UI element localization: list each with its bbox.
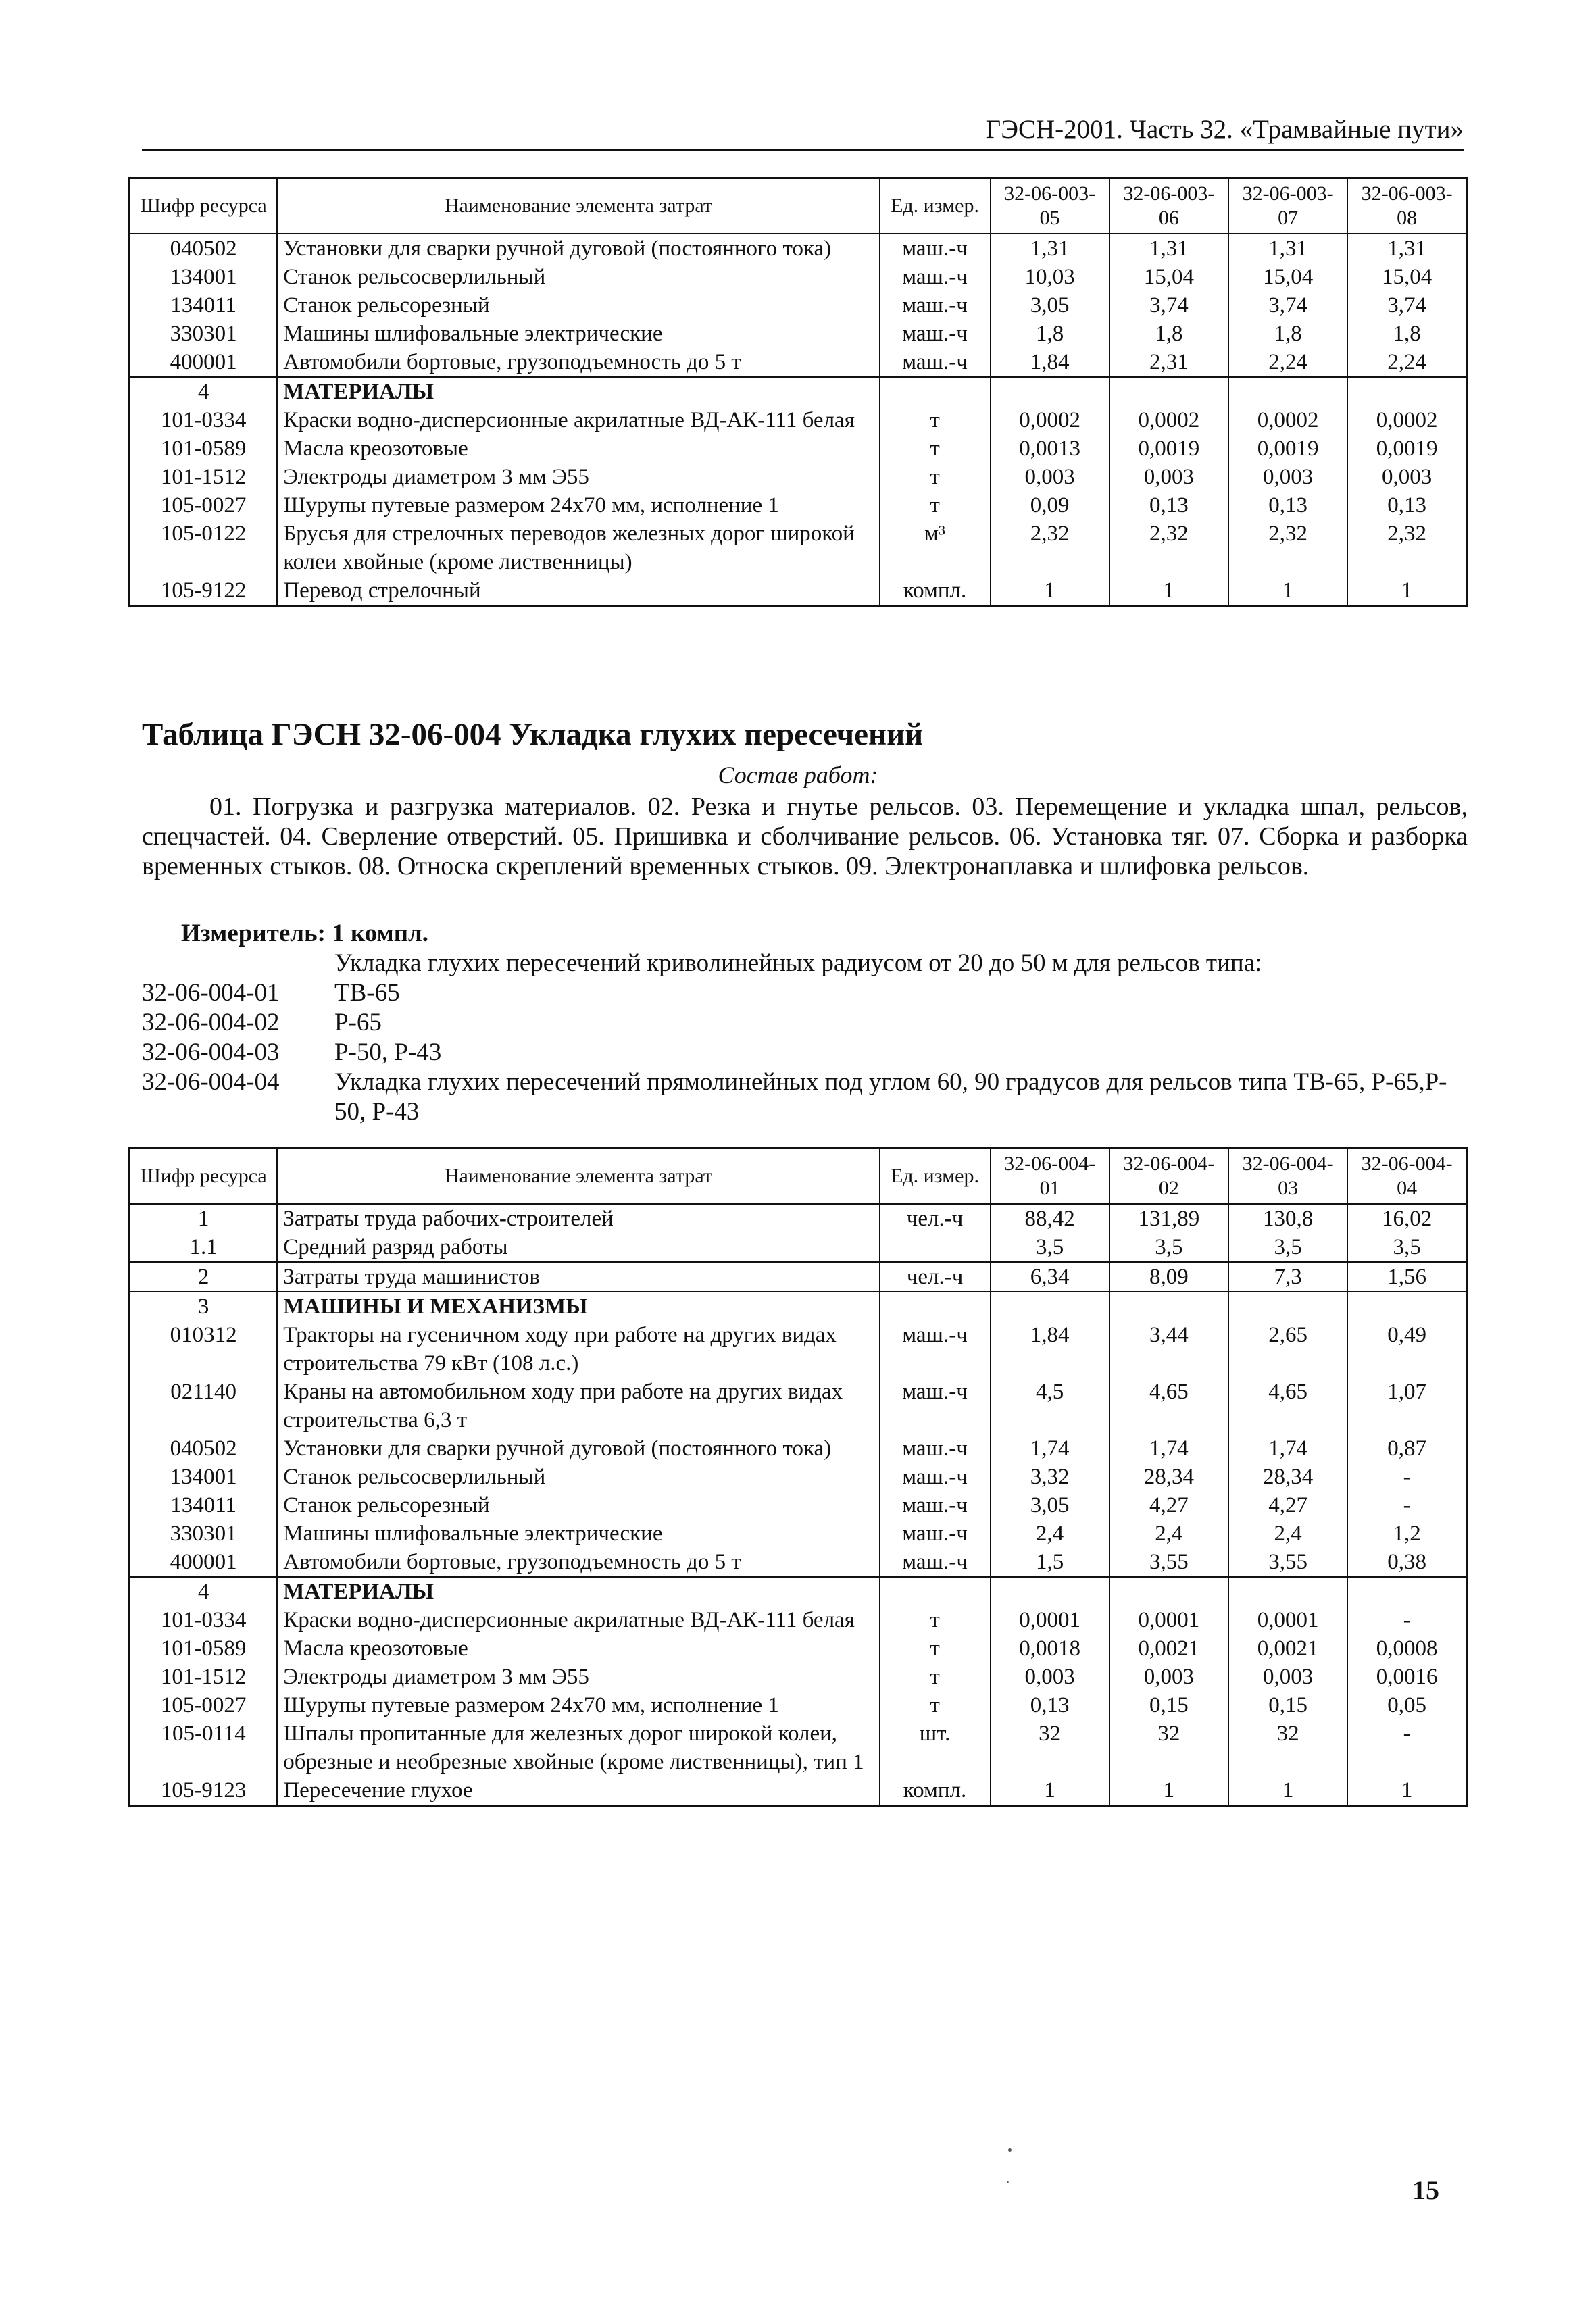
value-cell: 1: [1347, 576, 1466, 606]
variant-text: ТВ-65: [334, 979, 400, 1007]
resource-code: 101-1512: [130, 463, 278, 491]
resource-name: Шурупы путевые размером 24х70 мм, исполнение 1: [277, 491, 879, 520]
value-cell: [1109, 377, 1228, 406]
unit-cell: м³: [880, 520, 991, 576]
value-cell: 1,2: [1347, 1519, 1466, 1548]
value-cell: 1: [1347, 1776, 1466, 1806]
value-cell: -: [1347, 1491, 1466, 1519]
col-header-norm-3: 32-06-004-03: [1228, 1149, 1347, 1205]
value-cell: 32: [1109, 1719, 1228, 1776]
value-cell: 2,31: [1109, 348, 1228, 377]
value-cell: 0,0002: [1109, 406, 1228, 434]
value-cell: 1,8: [991, 320, 1109, 348]
variant-text: Укладка глухих пересечений прямолинейных под углом 60, 90 градусов для рельсов типа ТВ-65, Р-65,Р- 50, Р-43: [334, 1068, 1447, 1126]
value-cell: 0,15: [1228, 1691, 1347, 1719]
value-cell: 15,04: [1347, 263, 1466, 291]
resource-code: 400001: [130, 1548, 278, 1577]
variant-list: [142, 978, 1468, 1127]
value-cell: 3,5: [1347, 1233, 1466, 1262]
value-cell: 1,74: [991, 1434, 1109, 1463]
value-cell: 0,0001: [1109, 1606, 1228, 1634]
table-row: [130, 348, 1467, 377]
resource-name: Шпалы пропитанные для железных дорог широкой колеи, обрезные и необрезные хвойные (кроме лиственницы), тип 1: [277, 1719, 879, 1776]
resource-name: Станок рельсорезный: [277, 291, 879, 320]
table-row: [130, 491, 1467, 520]
table-row: [130, 463, 1467, 491]
resource-name: Тракторы на гусеничном ходу при работе на других видах строительства 79 кВт (108 л.с.): [277, 1321, 879, 1378]
resource-name: Масла креозотовые: [277, 1634, 879, 1663]
resource-code: 105-9122: [130, 576, 278, 606]
value-cell: 1,8: [1228, 320, 1347, 348]
resource-code: 040502: [130, 1434, 278, 1463]
value-cell: -: [1347, 1463, 1466, 1491]
variant-text: Р-50, Р-43: [334, 1038, 442, 1066]
table-section-row: [130, 1577, 1467, 1606]
table-row: [130, 434, 1467, 463]
resource-code: 330301: [130, 1519, 278, 1548]
value-cell: 3,74: [1347, 291, 1466, 320]
variant-item: [142, 978, 1468, 1008]
unit-cell: маш.-ч: [880, 348, 991, 377]
table-row: [130, 1691, 1467, 1719]
value-cell: 0,003: [991, 1663, 1109, 1691]
value-cell: 0,0008: [1347, 1634, 1466, 1663]
resource-code: 1.1: [130, 1233, 278, 1262]
value-cell: 3,05: [991, 291, 1109, 320]
value-cell: 0,003: [1109, 1663, 1228, 1691]
value-cell: 10,03: [991, 263, 1109, 291]
resource-code: 105-0122: [130, 520, 278, 576]
value-cell: 32: [991, 1719, 1109, 1776]
col-header-norm-2: 32-06-004-02: [1109, 1149, 1228, 1205]
value-cell: 3,55: [1228, 1548, 1347, 1577]
variant-item: [142, 1038, 1468, 1067]
value-cell: 3,5: [1109, 1233, 1228, 1262]
scan-speck: [1007, 2181, 1009, 2183]
table-row: [130, 1463, 1467, 1491]
resource-name: Масла креозотовые: [277, 434, 879, 463]
resource-code: 330301: [130, 320, 278, 348]
value-cell: 3,74: [1228, 291, 1347, 320]
col-header-norm-2: 32-06-003-06: [1109, 178, 1228, 234]
table-row: [130, 1606, 1467, 1634]
resource-name: МАТЕРИАЛЫ: [277, 377, 879, 406]
value-cell: 7,3: [1228, 1262, 1347, 1292]
resource-name: Затраты труда машинистов: [277, 1262, 879, 1292]
resource-name: Краски водно-дисперсионные акрилатные ВД-АК-111 белая: [277, 406, 879, 434]
value-cell: [991, 1577, 1109, 1606]
unit-cell: маш.-ч: [880, 234, 991, 263]
value-cell: 0,0002: [991, 406, 1109, 434]
col-header-code: Шифр ресурса: [130, 1149, 278, 1205]
resource-code: 101-0334: [130, 1606, 278, 1634]
value-cell: 2,65: [1228, 1321, 1347, 1378]
resource-code: 101-0589: [130, 1634, 278, 1663]
table-row: [130, 1719, 1467, 1776]
unit-cell: чел.-ч: [880, 1262, 991, 1292]
resource-name: Пересечение глухое: [277, 1776, 879, 1806]
unit-cell: маш.-ч: [880, 1548, 991, 1577]
resource-code: 134001: [130, 1463, 278, 1491]
value-cell: 15,04: [1109, 263, 1228, 291]
unit-cell: маш.-ч: [880, 1378, 991, 1434]
value-cell: 6,34: [991, 1262, 1109, 1292]
variant-text: Р-65: [334, 1009, 382, 1036]
variant-code: 32-06-004-02: [142, 1009, 280, 1036]
table-row: [130, 1434, 1467, 1463]
resource-name: Перевод стрелочный: [277, 576, 879, 606]
value-cell: 1,74: [1109, 1434, 1228, 1463]
value-cell: 0,13: [991, 1691, 1109, 1719]
resource-name: МАШИНЫ И МЕХАНИЗМЫ: [277, 1292, 879, 1321]
resource-code: 134001: [130, 263, 278, 291]
table-row: [130, 1321, 1467, 1378]
unit-cell: маш.-ч: [880, 291, 991, 320]
unit-cell: т: [880, 1691, 991, 1719]
resource-name: Электроды диаметром 3 мм Э55: [277, 1663, 879, 1691]
variant-intro: Укладка глухих пересечений криволинейных радиусом от 20 до 50 м для рельсов типа:: [334, 949, 1262, 977]
measure-unit: Измеритель: 1 компл.: [181, 920, 429, 947]
table-body: [130, 234, 1467, 606]
value-cell: 0,003: [1228, 1663, 1347, 1691]
value-cell: 0,003: [1109, 463, 1228, 491]
value-cell: 1,8: [1347, 320, 1466, 348]
value-cell: [1228, 1577, 1347, 1606]
resource-table-32-06-003: [128, 177, 1468, 607]
value-cell: 0,0019: [1228, 434, 1347, 463]
unit-cell: т: [880, 1663, 991, 1691]
value-cell: 4,27: [1109, 1491, 1228, 1519]
resource-code: 134011: [130, 1491, 278, 1519]
value-cell: 0,15: [1109, 1691, 1228, 1719]
value-cell: 8,09: [1109, 1262, 1228, 1292]
value-cell: [1228, 1292, 1347, 1321]
work-composition-label: Состав работ:: [718, 761, 878, 788]
resource-code: 1: [130, 1204, 278, 1233]
value-cell: 2,32: [1109, 520, 1228, 576]
value-cell: 0,0001: [1228, 1606, 1347, 1634]
value-cell: 0,0021: [1109, 1634, 1228, 1663]
value-cell: 0,003: [1228, 463, 1347, 491]
col-header-name: Наименование элемента затрат: [277, 1149, 879, 1205]
resource-code: 105-0027: [130, 491, 278, 520]
value-cell: 1,5: [991, 1548, 1109, 1577]
value-cell: 2,4: [1228, 1519, 1347, 1548]
value-cell: [1109, 1577, 1228, 1606]
resource-name: Автомобили бортовые, грузоподъемность до 5 т: [277, 348, 879, 377]
variant-code: 32-06-004-01: [142, 979, 280, 1007]
resource-name: Установки для сварки ручной дуговой (постоянного тока): [277, 234, 879, 263]
table-row: [130, 1262, 1467, 1292]
value-cell: 4,65: [1109, 1378, 1228, 1434]
table-section-row: [130, 1292, 1467, 1321]
value-cell: 1,31: [1347, 234, 1466, 263]
value-cell: 0,0019: [1109, 434, 1228, 463]
value-cell: 3,5: [991, 1233, 1109, 1262]
value-cell: 4,65: [1228, 1378, 1347, 1434]
value-cell: 1,56: [1347, 1262, 1466, 1292]
work-composition-text: 01. Погрузка и разгрузка материалов. 02. Резка и гнутье рельсов. 03. Перемещение и укладка шпал, рельсов, спецчастей. 04. Сверление отверстий. 05. Пришивка и сболчивание рельсов. 06. Установка тяг. 07. Сборка и разборка временных стыков. 08. Относка скреплений временных стыков. 09. Электронаплавка и шлифовка рельсов.: [142, 793, 1468, 880]
resource-code: 400001: [130, 348, 278, 377]
value-cell: 3,74: [1109, 291, 1228, 320]
table-title: Таблица ГЭСН 32-06-004 Укладка глухих пересечений: [142, 717, 924, 752]
value-cell: 1,07: [1347, 1378, 1466, 1434]
table-row: [130, 520, 1467, 576]
value-cell: 1: [1109, 1776, 1228, 1806]
table-row: [130, 406, 1467, 434]
value-cell: 28,34: [1228, 1463, 1347, 1491]
value-cell: [1347, 377, 1466, 406]
value-cell: 1,31: [991, 234, 1109, 263]
unit-cell: [880, 1233, 991, 1262]
value-cell: 0,0021: [1228, 1634, 1347, 1663]
resource-name: Автомобили бортовые, грузоподъемность до 5 т: [277, 1548, 879, 1577]
value-cell: 2,32: [1347, 520, 1466, 576]
resource-code: 4: [130, 1577, 278, 1606]
value-cell: 1,31: [1228, 234, 1347, 263]
value-cell: 3,55: [1109, 1548, 1228, 1577]
unit-cell: т: [880, 1606, 991, 1634]
resource-code: 040502: [130, 234, 278, 263]
resource-name: Краны на автомобильном ходу при работе на других видах строительства 6,3 т: [277, 1378, 879, 1434]
table-row: [130, 1776, 1467, 1806]
table-header-row: [130, 1149, 1467, 1205]
value-cell: 0,49: [1347, 1321, 1466, 1378]
col-header-norm-4: 32-06-003-08: [1347, 178, 1466, 234]
resource-code: 105-0114: [130, 1719, 278, 1776]
unit-cell: [880, 1292, 991, 1321]
value-cell: 0,0001: [991, 1606, 1109, 1634]
value-cell: 0,09: [991, 491, 1109, 520]
value-cell: 2,4: [1109, 1519, 1228, 1548]
resource-table-32-06-004: [128, 1147, 1468, 1807]
unit-cell: чел.-ч: [880, 1204, 991, 1233]
value-cell: [1347, 1292, 1466, 1321]
resource-code: 3: [130, 1292, 278, 1321]
col-header-unit: Ед. измер.: [880, 178, 991, 234]
col-header-code: Шифр ресурса: [130, 178, 278, 234]
resource-code: 4: [130, 377, 278, 406]
unit-cell: шт.: [880, 1719, 991, 1776]
unit-cell: маш.-ч: [880, 1463, 991, 1491]
resource-code: 101-0334: [130, 406, 278, 434]
col-header-norm-4: 32-06-004-04: [1347, 1149, 1466, 1205]
value-cell: 0,13: [1228, 491, 1347, 520]
value-cell: 0,13: [1109, 491, 1228, 520]
resource-name: Машины шлифовальные электрические: [277, 320, 879, 348]
unit-cell: маш.-ч: [880, 320, 991, 348]
value-cell: 1,74: [1228, 1434, 1347, 1463]
unit-cell: т: [880, 463, 991, 491]
unit-cell: [880, 377, 991, 406]
value-cell: 0,003: [991, 463, 1109, 491]
unit-cell: маш.-ч: [880, 263, 991, 291]
value-cell: 28,34: [1109, 1463, 1228, 1491]
table-row: [130, 263, 1467, 291]
value-cell: 4,27: [1228, 1491, 1347, 1519]
table-row: [130, 1233, 1467, 1262]
table-row: [130, 291, 1467, 320]
scan-speck: [1008, 2148, 1012, 2152]
resource-name: Брусья для стрелочных переводов железных дорог широкой колеи хвойные (кроме лиственницы): [277, 520, 879, 576]
value-cell: 2,4: [991, 1519, 1109, 1548]
value-cell: 130,8: [1228, 1204, 1347, 1233]
table-row: [130, 234, 1467, 263]
resource-name: Шурупы путевые размером 24х70 мм, исполнение 1: [277, 1691, 879, 1719]
value-cell: [991, 377, 1109, 406]
resource-name: Машины шлифовальные электрические: [277, 1519, 879, 1548]
value-cell: 2,24: [1228, 348, 1347, 377]
resource-name: Электроды диаметром 3 мм Э55: [277, 463, 879, 491]
value-cell: 0,0019: [1347, 434, 1466, 463]
variant-item: [142, 1067, 1468, 1127]
table-row: [130, 1491, 1467, 1519]
unit-cell: компл.: [880, 1776, 991, 1806]
value-cell: 3,5: [1228, 1233, 1347, 1262]
value-cell: 0,0018: [991, 1634, 1109, 1663]
value-cell: 16,02: [1347, 1204, 1466, 1233]
value-cell: 1: [991, 576, 1109, 606]
value-cell: 3,32: [991, 1463, 1109, 1491]
resource-code: 105-9123: [130, 1776, 278, 1806]
value-cell: 32: [1228, 1719, 1347, 1776]
unit-cell: т: [880, 1634, 991, 1663]
table-row: [130, 576, 1467, 606]
value-cell: -: [1347, 1606, 1466, 1634]
page-number: 15: [1412, 2175, 1439, 2205]
table-row: [130, 1204, 1467, 1233]
value-cell: 4,5: [991, 1378, 1109, 1434]
unit-cell: т: [880, 491, 991, 520]
unit-cell: [880, 1577, 991, 1606]
table-body: [130, 1204, 1467, 1806]
unit-cell: т: [880, 434, 991, 463]
value-cell: [1347, 1577, 1466, 1606]
value-cell: 0,0002: [1228, 406, 1347, 434]
resource-name: Станок рельсорезный: [277, 1491, 879, 1519]
value-cell: 1: [1109, 576, 1228, 606]
col-header-norm-1: 32-06-003-05: [991, 178, 1109, 234]
page-header: ГЭСН-2001. Часть 32. «Трамвайные пути»: [142, 116, 1464, 151]
value-cell: 3,44: [1109, 1321, 1228, 1378]
resource-name: Затраты труда рабочих-строителей: [277, 1204, 879, 1233]
unit-cell: маш.-ч: [880, 1434, 991, 1463]
value-cell: [991, 1292, 1109, 1321]
table-section-row: [130, 377, 1467, 406]
table-row: [130, 1378, 1467, 1434]
unit-cell: маш.-ч: [880, 1321, 991, 1378]
col-header-name: Наименование элемента затрат: [277, 178, 879, 234]
resource-code: 105-0027: [130, 1691, 278, 1719]
value-cell: [1228, 377, 1347, 406]
table-row: [130, 1634, 1467, 1663]
table-row: [130, 320, 1467, 348]
value-cell: 1: [1228, 576, 1347, 606]
value-cell: 0,0016: [1347, 1663, 1466, 1691]
resource-name: Краски водно-дисперсионные акрилатные ВД-АК-111 белая: [277, 1606, 879, 1634]
value-cell: 1,8: [1109, 320, 1228, 348]
variant-code: 32-06-004-03: [142, 1038, 280, 1066]
value-cell: 0,003: [1347, 463, 1466, 491]
resource-name: Средний разряд работы: [277, 1233, 879, 1262]
resource-name: Установки для сварки ручной дуговой (постоянного тока): [277, 1434, 879, 1463]
value-cell: 0,05: [1347, 1691, 1466, 1719]
col-header-norm-1: 32-06-004-01: [991, 1149, 1109, 1205]
resource-code: 101-0589: [130, 434, 278, 463]
value-cell: 0,13: [1347, 491, 1466, 520]
resource-code: 2: [130, 1262, 278, 1292]
table-header-row: [130, 178, 1467, 234]
value-cell: 2,32: [991, 520, 1109, 576]
table-row: [130, 1663, 1467, 1691]
value-cell: 1,84: [991, 348, 1109, 377]
value-cell: 0,0013: [991, 434, 1109, 463]
col-header-unit: Ед. измер.: [880, 1149, 991, 1205]
value-cell: 1,31: [1109, 234, 1228, 263]
col-header-norm-3: 32-06-003-07: [1228, 178, 1347, 234]
resource-code: 134011: [130, 291, 278, 320]
unit-cell: т: [880, 406, 991, 434]
resource-code: 010312: [130, 1321, 278, 1378]
variant-code: 32-06-004-04: [142, 1068, 280, 1096]
value-cell: [1109, 1292, 1228, 1321]
table-row: [130, 1548, 1467, 1577]
resource-name: Станок рельсосверлильный: [277, 263, 879, 291]
resource-code: 021140: [130, 1378, 278, 1434]
value-cell: 131,89: [1109, 1204, 1228, 1233]
resource-code: 101-1512: [130, 1663, 278, 1691]
value-cell: 2,32: [1228, 520, 1347, 576]
value-cell: 1: [991, 1776, 1109, 1806]
value-cell: 88,42: [991, 1204, 1109, 1233]
variant-item: [142, 1008, 1468, 1038]
unit-cell: компл.: [880, 576, 991, 606]
value-cell: -: [1347, 1719, 1466, 1776]
resource-name: Станок рельсосверлильный: [277, 1463, 879, 1491]
value-cell: 15,04: [1228, 263, 1347, 291]
unit-cell: маш.-ч: [880, 1519, 991, 1548]
resource-name: МАТЕРИАЛЫ: [277, 1577, 879, 1606]
value-cell: 0,87: [1347, 1434, 1466, 1463]
value-cell: 0,0002: [1347, 406, 1466, 434]
value-cell: 0,38: [1347, 1548, 1466, 1577]
value-cell: 1: [1228, 1776, 1347, 1806]
value-cell: 2,24: [1347, 348, 1466, 377]
table-row: [130, 1519, 1467, 1548]
unit-cell: маш.-ч: [880, 1491, 991, 1519]
value-cell: 3,05: [991, 1491, 1109, 1519]
value-cell: 1,84: [991, 1321, 1109, 1378]
